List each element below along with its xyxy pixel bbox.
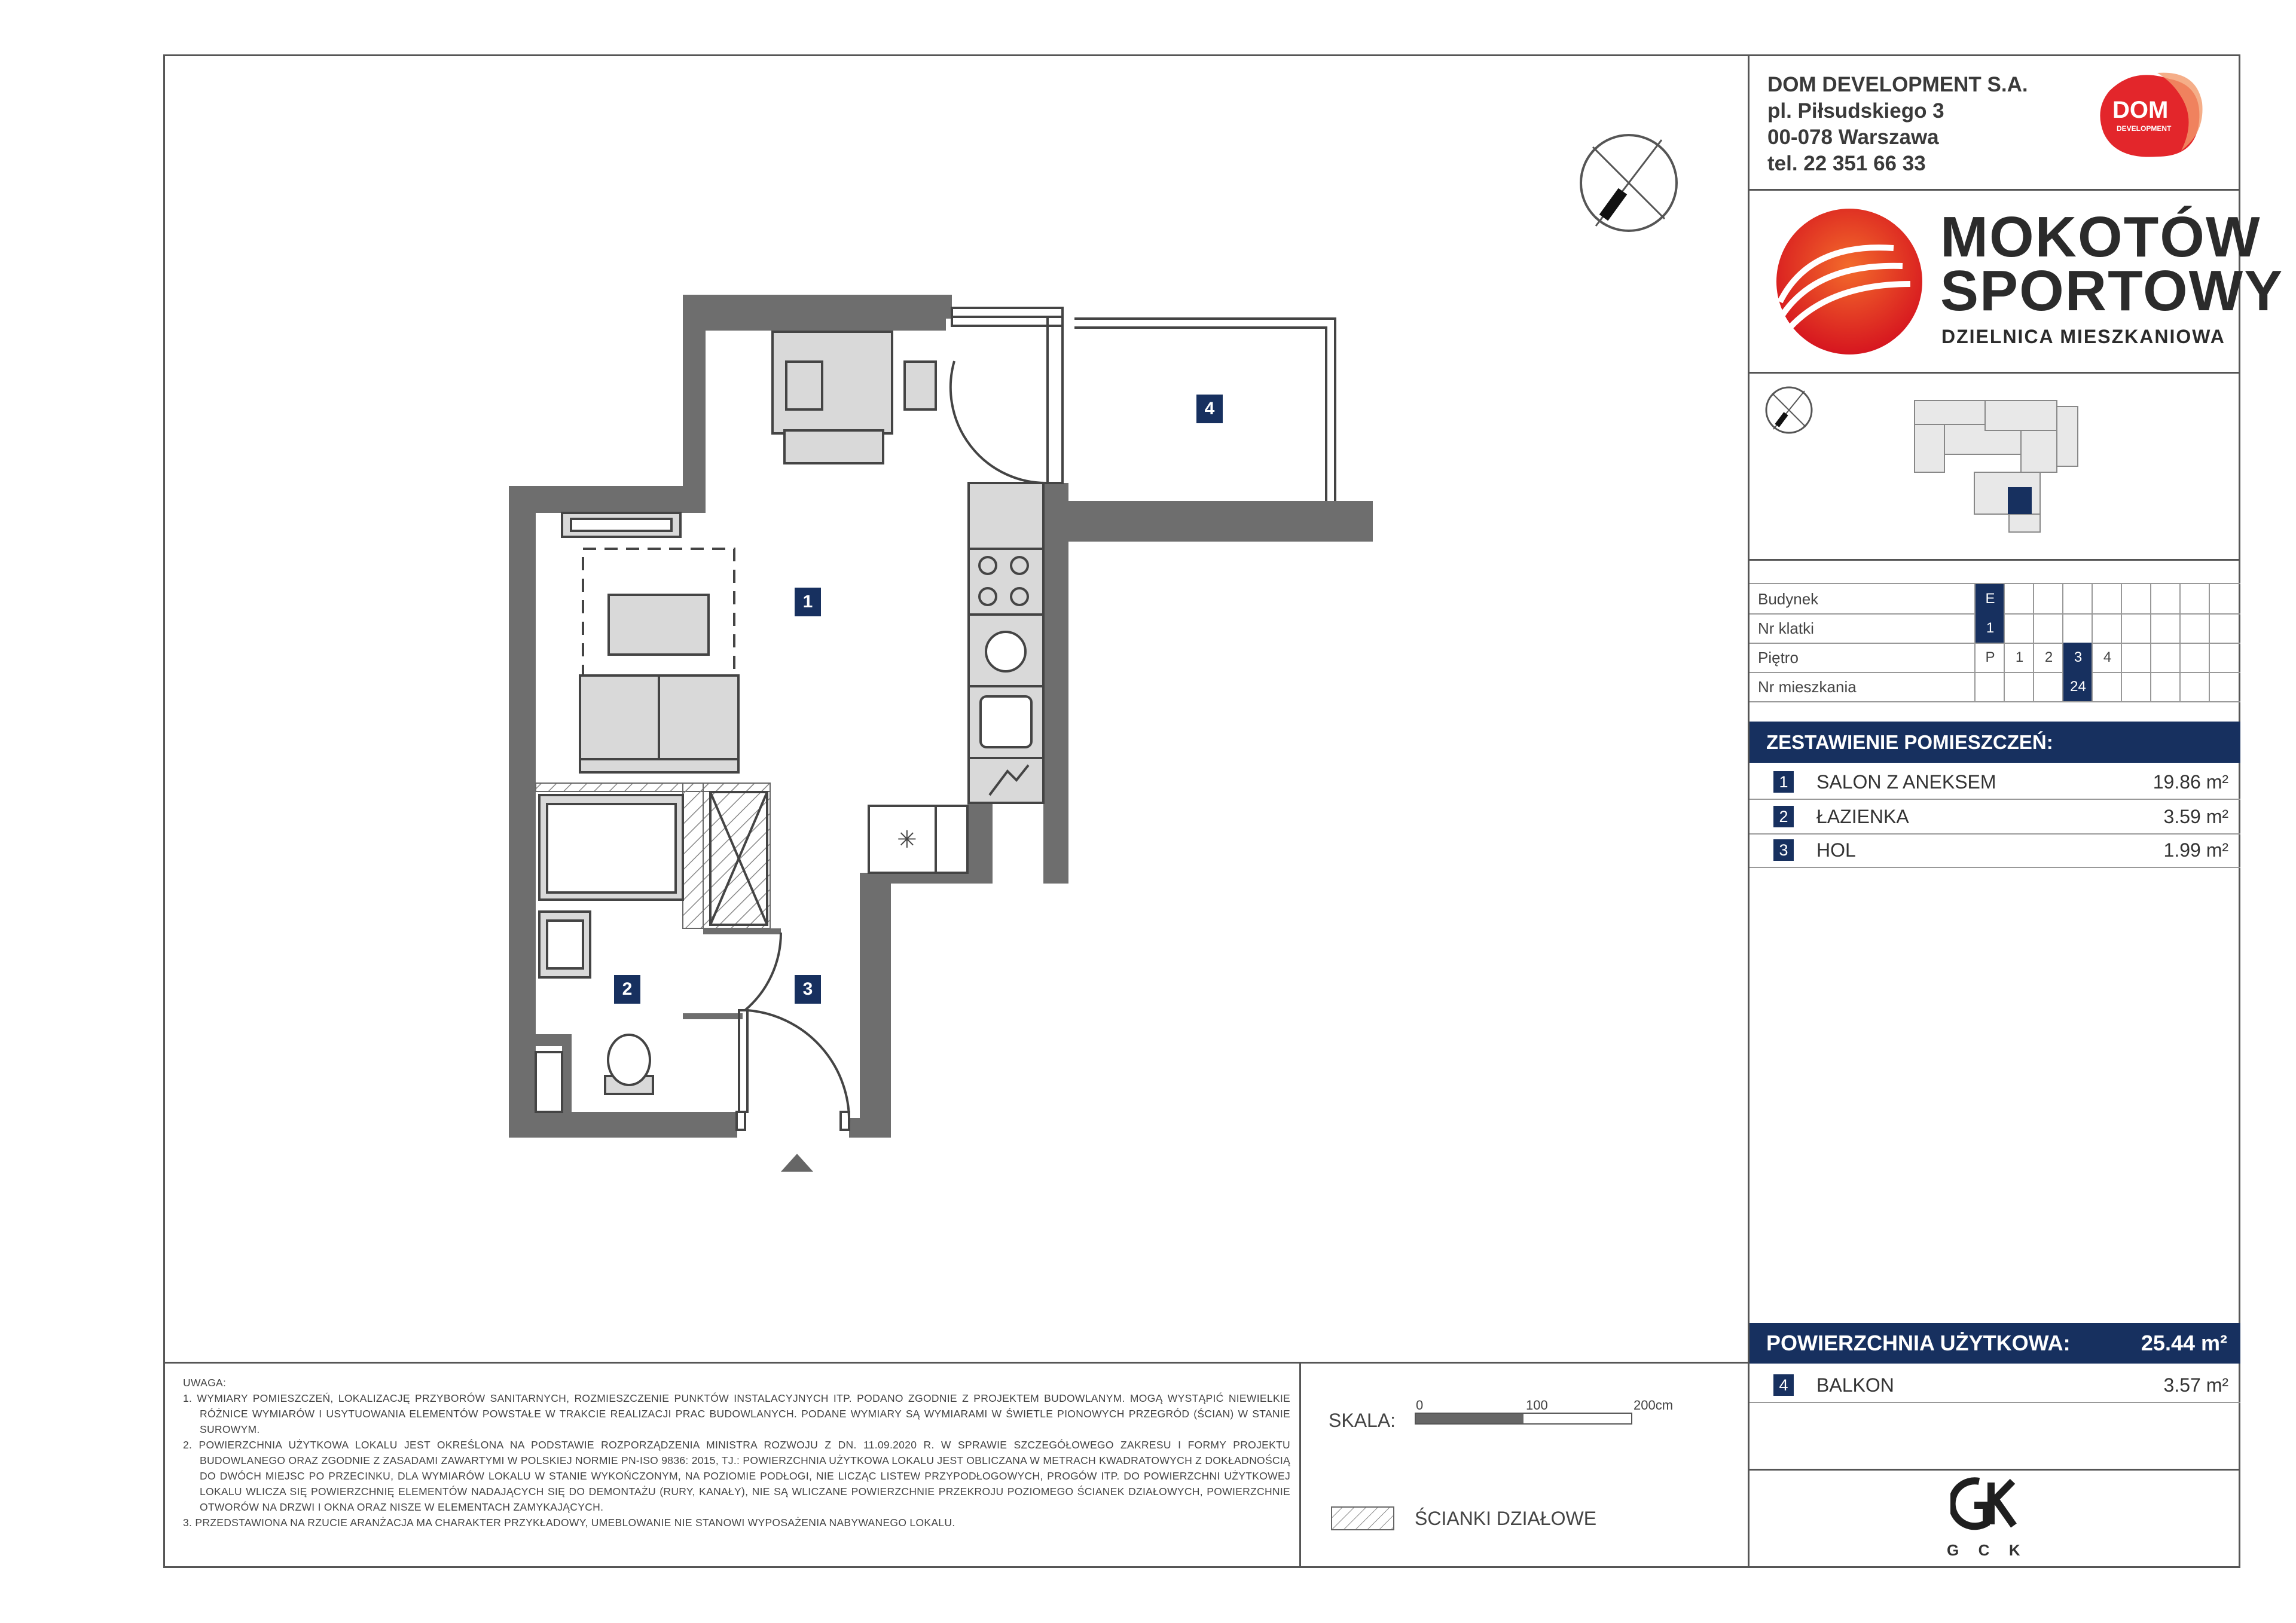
cell — [2179, 672, 2210, 701]
cell: 1 — [2004, 643, 2034, 672]
hatch-swatch-icon — [1331, 1506, 1394, 1530]
cell — [2150, 613, 2181, 643]
room-badge-salon: 1 — [795, 588, 821, 616]
room-area: 3.57 m² — [2163, 1374, 2228, 1396]
rooms-header: ZESTAWIENIE POMIESZCZEŃ: — [1750, 722, 2240, 763]
room-badge-bath: 2 — [614, 975, 640, 1004]
room-badge-balcony: 4 — [1196, 395, 1223, 423]
divider — [1299, 1362, 1301, 1568]
logo-text: DOM — [2112, 97, 2169, 123]
room-num: 2 — [1773, 806, 1794, 827]
cell — [2121, 584, 2151, 613]
scale-tick: 0 — [1416, 1398, 1424, 1413]
cell — [2033, 613, 2063, 643]
cell — [2179, 584, 2210, 613]
company-city: 00-078 Warszawa — [1767, 126, 1939, 149]
project-name-line1: MOKOTÓW — [1940, 205, 2261, 269]
room-row — [1750, 800, 2240, 835]
cell — [2150, 643, 2181, 672]
usable-area-label: POWIERZCHNIA UŻYTKOWA: — [1766, 1331, 2071, 1355]
project-name-line2: SPORTOWY — [1940, 259, 2284, 323]
row-label: Budynek — [1758, 590, 1819, 608]
project-name — [1940, 205, 2284, 323]
usable-area-bar — [1750, 1323, 2240, 1364]
note-item: 3. PRZEDSTAWIONA NA RZUCIE ARANŻACJA MA CHARAKTER PRZYKŁADOWY, UMEBLOWANIE NIE STANOWI WYPOSAŻENIA NABYWANEGO LOKALU. — [183, 1517, 955, 1529]
room-area: 19.86 m² — [2152, 771, 2228, 793]
cell — [2121, 613, 2151, 643]
cell — [2209, 613, 2239, 643]
divider — [1748, 372, 2240, 374]
company-phone: tel. 22 351 66 33 — [1767, 152, 1926, 175]
divider — [1748, 189, 2240, 191]
cell — [2004, 584, 2034, 613]
cell — [2033, 672, 2063, 701]
scale-label: SKALA: — [1329, 1410, 1396, 1431]
cell — [2179, 613, 2210, 643]
scale-bar — [1415, 1413, 1632, 1425]
divider — [163, 1362, 1749, 1364]
cell — [2209, 643, 2239, 672]
project-subtitle: DZIELNICA MIESZKANIOWA — [1941, 326, 2225, 347]
row-apartment — [1750, 672, 2240, 702]
room-num: 4 — [1773, 1374, 1794, 1396]
cell — [2092, 613, 2122, 643]
legend-partition-label: ŚCIANKI DZIAŁOWE — [1415, 1508, 1597, 1529]
row-floor — [1750, 643, 2240, 673]
room-area: 3.59 m² — [2163, 806, 2228, 827]
row-staircase — [1750, 613, 2240, 644]
cell: 2 — [2033, 643, 2063, 672]
cell: 24 — [2062, 672, 2093, 701]
room-name: ŁAZIENKA — [1816, 806, 1909, 827]
row-label: Nr mieszkania — [1758, 678, 1857, 696]
scale-tick: 100 — [1526, 1398, 1548, 1413]
cell — [2121, 643, 2151, 672]
scale-tick: 200cm — [1634, 1398, 1674, 1413]
logo-subtext: DEVELOPMENT — [2117, 124, 2172, 133]
divider — [1748, 559, 2240, 561]
gck-letters: G C K — [1947, 1541, 2024, 1559]
company-address — [1767, 72, 2028, 177]
cell — [2209, 584, 2239, 613]
balcony-row — [1750, 1368, 2240, 1403]
divider — [1748, 1469, 2240, 1471]
notes — [183, 1375, 1290, 1530]
usable-area-value: 25.44 m² — [2141, 1331, 2227, 1355]
cell: P — [1974, 643, 2005, 672]
room-badge-hall: 3 — [795, 975, 821, 1004]
row-label: Nr klatki — [1758, 619, 1814, 637]
company-street: pl. Piłsudskiego 3 — [1767, 99, 1944, 123]
location-table — [1750, 583, 2240, 701]
cell — [2150, 672, 2181, 701]
room-name: BALKON — [1816, 1374, 1894, 1396]
cell — [2121, 672, 2151, 701]
cell — [2004, 613, 2034, 643]
gck-logo-icon — [1950, 1477, 2017, 1530]
cell — [2004, 672, 2034, 701]
project-logo-icon — [1774, 206, 1925, 357]
cell: 3 — [2062, 643, 2093, 672]
compass-icon — [1581, 135, 1677, 231]
cell — [2150, 584, 2181, 613]
cell — [2092, 584, 2122, 613]
cell — [2179, 643, 2210, 672]
room-row — [1750, 833, 2240, 868]
cell — [2092, 672, 2122, 701]
dom-development-logo — [2092, 67, 2206, 163]
cell — [2062, 613, 2093, 643]
compass-icon — [1766, 387, 1812, 433]
room-name: SALON Z ANEKSEM — [1816, 771, 1996, 793]
cell: 1 — [1974, 613, 2005, 643]
room-num: 1 — [1773, 771, 1794, 793]
cell — [2062, 584, 2093, 613]
note-item: 1. WYMIARY POMIESZCZEŃ, LOKALIZACJĘ PRZYBORÓW SANITARNYCH, ROZMIESZCZENIE PUNKTÓW INSTALACYJNYCH ITP. PODANO ZGODNIE Z PROJEKTEM BUDOWLANYM. MOGĄ WYSTĄPIĆ NIEWIELKIE RÓŻNICE WYMIARÓW I USYTUOWANIA ELEMENTÓW POWSTAŁE W TRAKCIE REALIZACJI PRAC BUDOWLANYCH. PODANE WYMIARY SĄ WYMIARAMI W ŚWIETLE PIONOWYCH PRZEGRÓD (ŚCIAN) W STANIE SUROWYM. — [183, 1392, 1290, 1435]
row-label: Piętro — [1758, 649, 1799, 667]
note-item: 2. POWIERZCHNIA UŻYTKOWA LOKALU JEST OKREŚLONA NA PODSTAWIE ROZPORZĄDZENIA MINISTRA ROZWOJU Z DN. 11.09.2020 R. W SPRAWIE SZCZEGÓŁOWEGO ZAKRESU I FORMY PROJEKTU BUDOWLANEGO ORAZ ZGODNIE Z ZASADAMI ZAWARTYMI W POLSKIEJ NORMIE PN-ISO 9836: 2015, TJ.: POWIERZCHNIA UŻYTKOWA LOKALU JEST OBLICZANA W METRACH KWADRATOWYCH Z DOKŁADNOŚCIĄ DO DWÓCH MIEJSC PO PRZECINKU, DLA WYMIARÓW LOKALU W STANIE WYKOŃCZONYM, NA POZIOMIE PODŁOGI, NIE LICZĄC LISTEW PRZYPODŁOGOWYCH, PROGÓW ITP. DO POWIERZCHNI UŻYTKOWEJ LOKALU WLICZA SIĘ POWIERZCHNIĘ ELEMENTÓW NADAJĄCYCH SIĘ DO DEMONTAŻU (RURY, KANAŁY), NIE SĄ WLICZANE POWIERZCHNIE PRZEKROJU POZIOMEGO ŚCIANEK DZIAŁOWYCH, POWIERZCHNIE OTWORÓW NA DRZWI I OKNA ORAZ NISZE W ELEMENTACH ZAMYKAJĄCYCH. — [183, 1439, 1290, 1513]
cell: E — [1974, 584, 2005, 613]
company-name: DOM DEVELOPMENT S.A. — [1767, 73, 2028, 96]
svg-text:✳: ✳ — [897, 826, 917, 854]
cell — [2209, 672, 2239, 701]
cell — [2033, 584, 2063, 613]
notes-title: UWAGA: — [183, 1377, 227, 1389]
cell: 4 — [2092, 643, 2122, 672]
key-plan — [1758, 383, 2236, 550]
room-area: 1.99 m² — [2163, 839, 2228, 861]
room-num: 3 — [1773, 839, 1794, 861]
row-building — [1750, 584, 2240, 615]
room-name: HOL — [1816, 839, 1856, 861]
cell — [1974, 672, 2005, 701]
room-row — [1750, 765, 2240, 800]
